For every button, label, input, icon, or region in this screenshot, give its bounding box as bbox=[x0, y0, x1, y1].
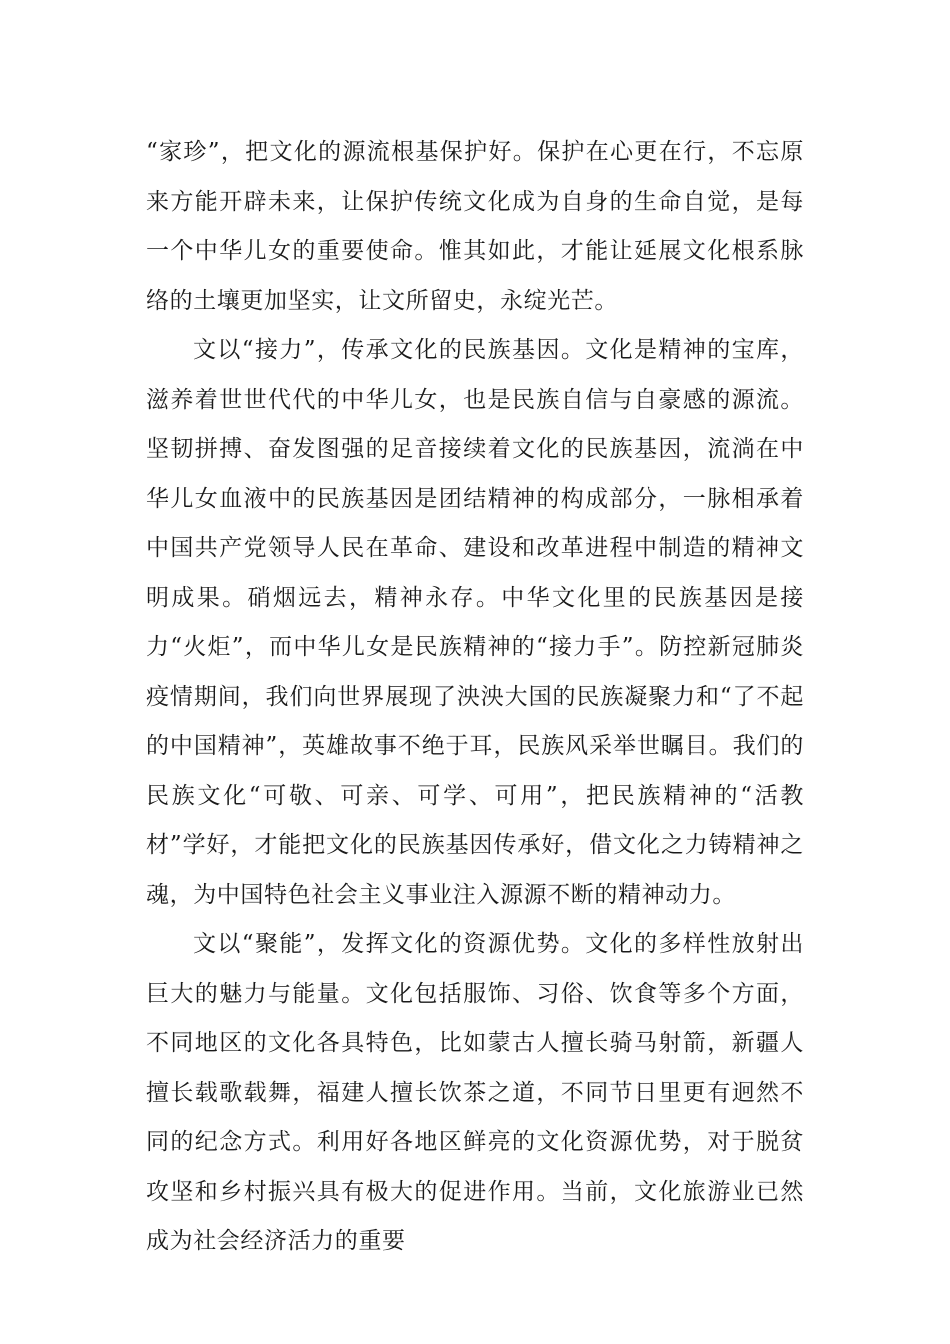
paragraph-2: 文以“接力”，传承文化的民族基因。文化是精神的宝库，滋养着世世代代的中华儿女，也是民族自信与自豪感的源流。坚韧拼搏、奋发图强的足音接续着文化的民族基因，流淌在中华儿女血液中的民族基因是团结精神的构成部分，一脉相承着中国共产党领导人民在革命、建设和改革进程中制造的精神文明成果。硝烟远去，精神永存。中华文化里的民族基因是接力“火炬”，而中华儿女是民族精神的“接力手”。防控新冠肺炎疫情期间，我们向世界展现了泱泱大国的民族凝聚力和“了不起的中国精神”，英雄故事不绝于耳，民族风采举世瞩目。我们的民族文化“可敬、可亲、可学、可用”，把民族精神的“活教材”学好，才能把文化的民族基因传承好，借文化之力铸精神之魂，为中国特色社会主义事业注入源源不断的精神动力。 bbox=[146, 337, 804, 908]
document-body bbox=[146, 128, 804, 1267]
paragraph-3: 文以“聚能”，发挥文化的资源优势。文化的多样性放射出巨大的魅力与能量。文化包括服饰、习俗、饮食等多个方面，不同地区的文化各具特色，比如蒙古人擅长骑马射箭，新疆人擅长载歌载舞，福建人擅长饮茶之道，不同节日里更有迥然不同的纪念方式。利用好各地区鲜亮的文化资源优势，对于脱贫攻坚和乡村振兴具有极大的促进作用。当前，文化旅游业已然成为社会经济活力的重要 bbox=[146, 931, 804, 1254]
paragraph-1: “家珍”，把文化的源流根基保护好。保护在心更在行，不忘原来方能开辟未来，让保护传统文化成为自身的生命自觉，是每一个中华儿女的重要使命。惟其如此，才能让延展文化根系脉络的土壤更加坚实，让文所留史，永绽光芒。 bbox=[146, 139, 804, 314]
